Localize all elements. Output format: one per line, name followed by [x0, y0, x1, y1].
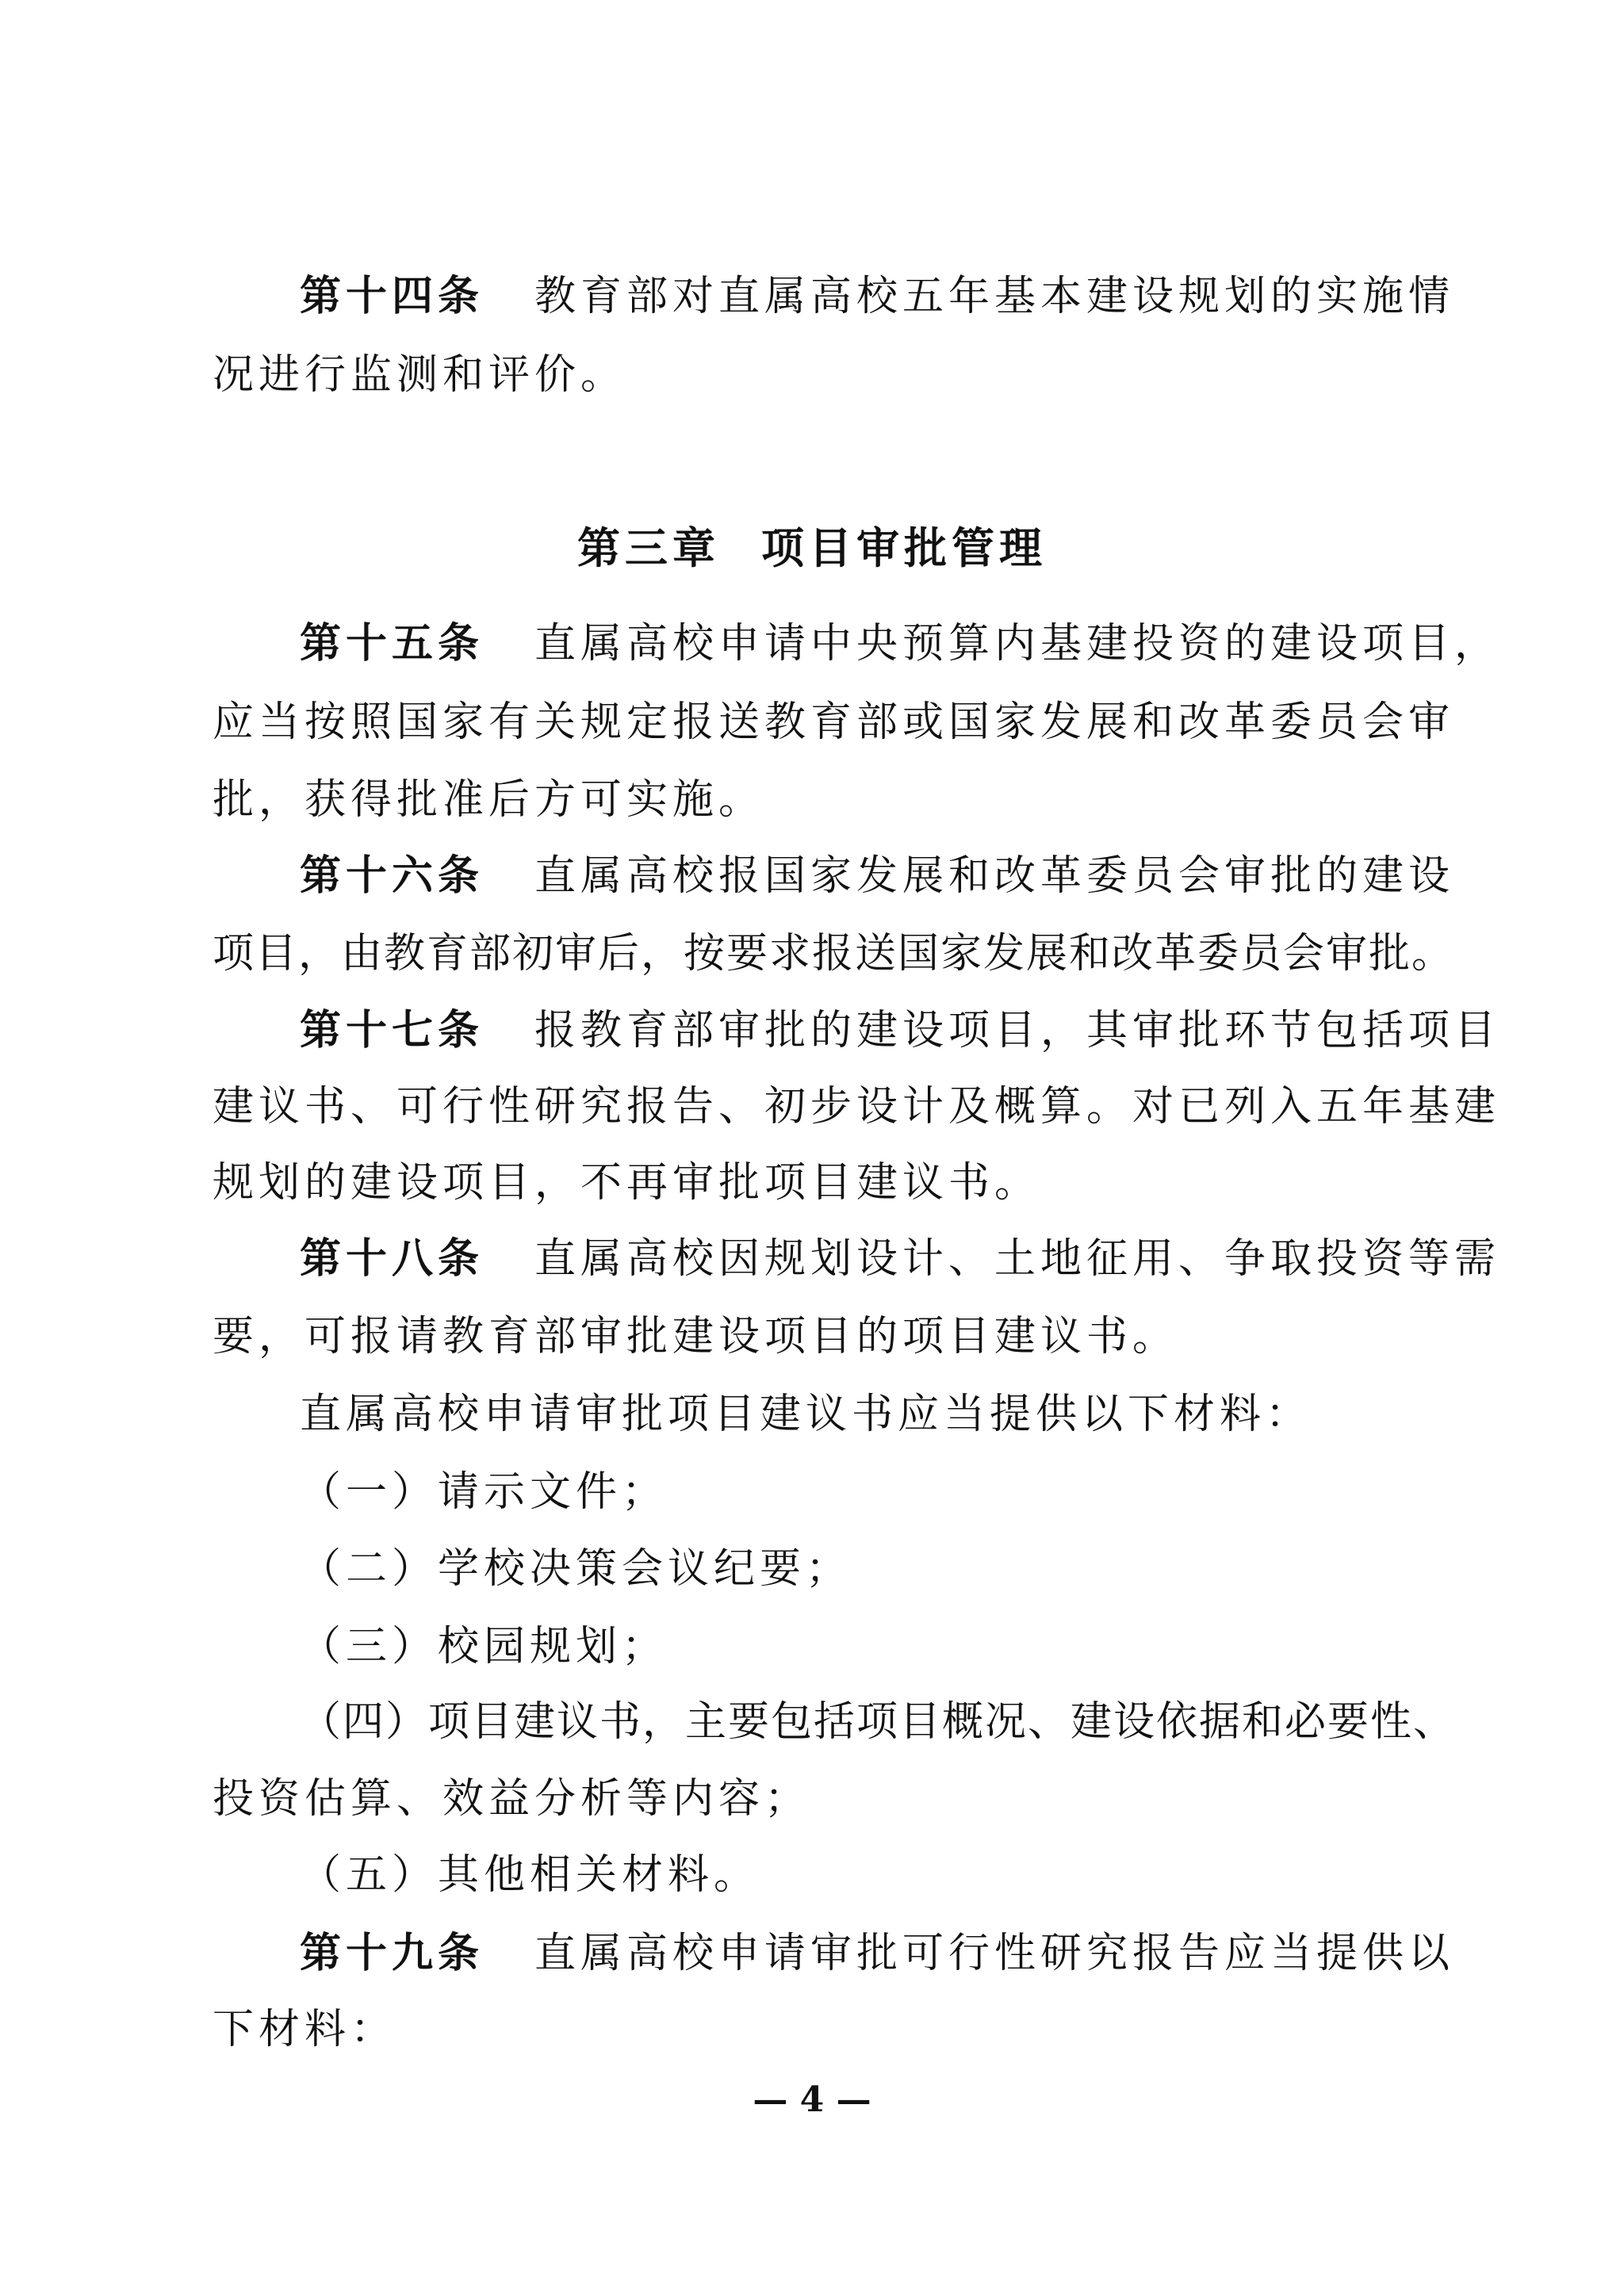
article-14-text-1: 教育部对直属高校五年基本建设规划的实施情 [534, 273, 1455, 320]
article-19-text-1: 直属高校申请审批可行性研究报告应当提供以 [534, 1930, 1455, 1977]
article-19-heading: 第十九条 [300, 1930, 485, 1977]
article-14-line-1 [300, 271, 1454, 322]
article-16-line-2: 项目，由教育部初审后，按要求报送国家发展和改革委员会审批。 [213, 930, 1455, 978]
article-18-text-1: 直属高校因规划设计、土地征用、争取投资等需 [534, 1235, 1501, 1283]
list-item-3: （三）校园规划； [300, 1623, 668, 1670]
article-17-line-3: 规划的建设项目，不再审批项目建议书。 [213, 1159, 1041, 1207]
article-17-text-1: 报教育部审批的建设项目，其审批环节包括项目 [534, 1007, 1501, 1054]
article-18-line-2: 要，可报请教育部审批建设项目的项目建议书。 [213, 1313, 1179, 1360]
article-15-heading: 第十五条 [300, 620, 485, 668]
article-18-line-1 [300, 1234, 1500, 1284]
article-19-line-1 [300, 1928, 1454, 1979]
article-16-heading: 第十六条 [300, 852, 485, 900]
list-item-1: （一）请示文件； [300, 1468, 668, 1516]
list-item-2: （二）学校决策会议纪要； [300, 1545, 852, 1593]
article-15-line-3: 批，获得批准后方可实施。 [213, 776, 765, 824]
article-18-heading: 第十八条 [300, 1235, 485, 1283]
article-18-intro: 直属高校申请审批项目建议书应当提供以下材料： [300, 1391, 1312, 1438]
article-16-line-1 [300, 851, 1454, 901]
article-17-heading: 第十七条 [300, 1007, 485, 1054]
article-14-line-2: 况进行监测和评价。 [213, 351, 627, 399]
chapter-title: 项目审批管理 [761, 523, 1047, 573]
page-number: — 4 — [753, 2080, 871, 2120]
article-15-text-1: 直属高校申请中央预算内基建投资的建设项目， [534, 620, 1501, 668]
article-15-line-1 [300, 618, 1500, 669]
chapter-heading [0, 523, 1624, 574]
article-16-text-1: 直属高校报国家发展和改革委员会审批的建设 [534, 852, 1455, 900]
chapter-number: 第三章 [577, 523, 720, 573]
article-17-line-2: 建议书、可行性研究报告、初步设计及概算。对已列入五年基建 [213, 1083, 1501, 1131]
list-item-4-line-2: 投资估算、效益分析等内容； [213, 1775, 811, 1823]
article-19-line-2: 下材料： [213, 2006, 397, 2053]
list-item-4-line-1: （四）项目建议书，主要包括项目概况、建设依据和必要性、 [300, 1698, 1457, 1746]
article-15-line-2: 应当按照国家有关规定报送教育部或国家发展和改革委员会审 [213, 698, 1455, 746]
article-14-heading: 第十四条 [300, 273, 485, 320]
list-item-5: （五）其他相关材料。 [300, 1851, 760, 1899]
article-17-line-1 [300, 1005, 1500, 1056]
